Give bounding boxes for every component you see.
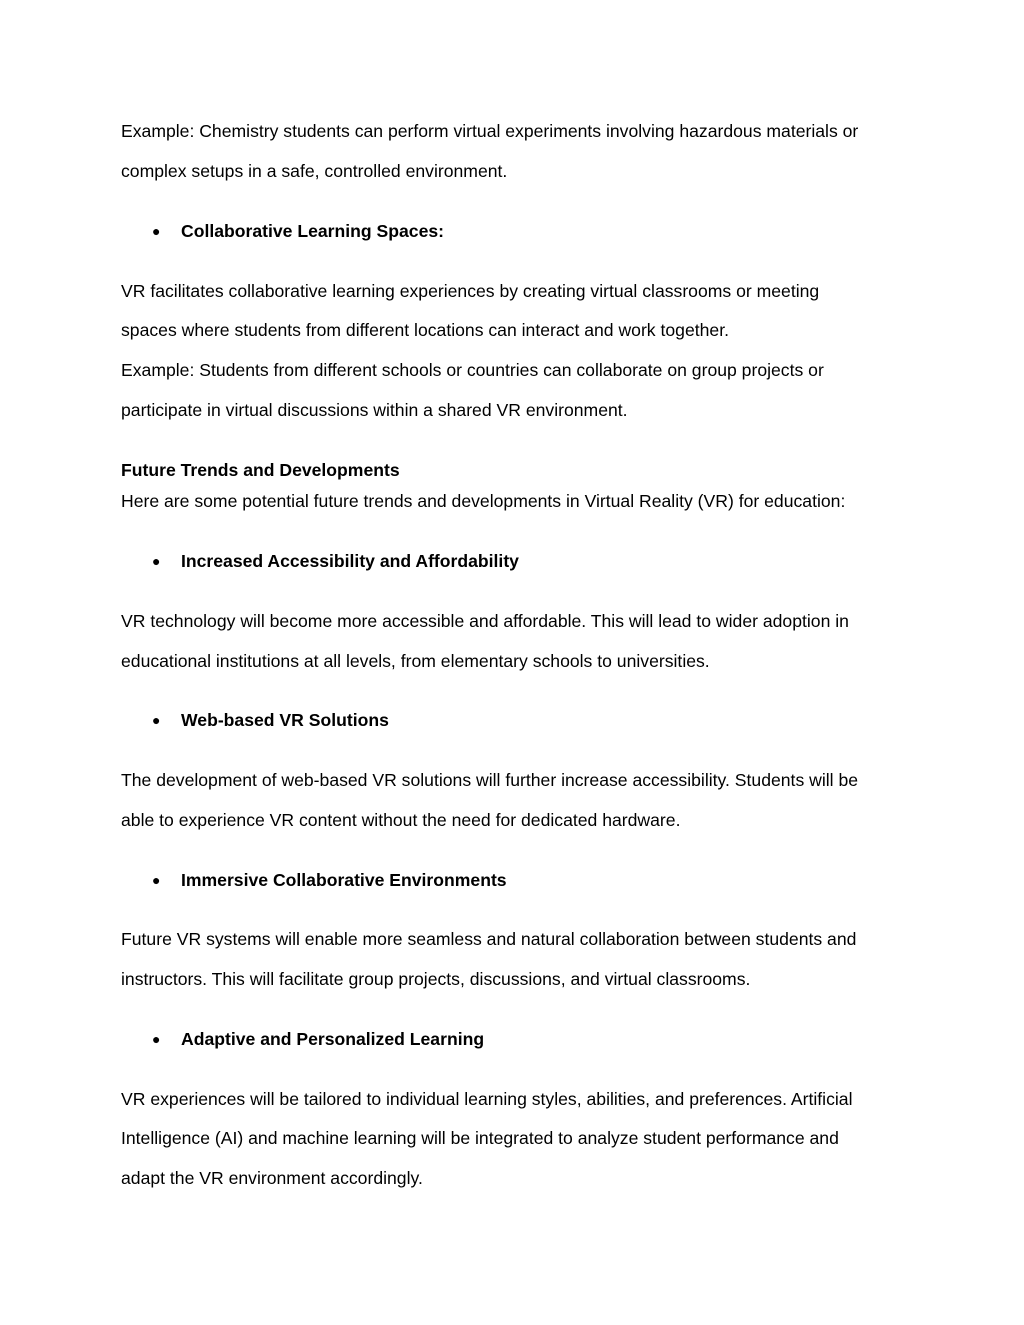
future-intro: Here are some potential future trends and developments in Virtual Reality (VR) for education: (121, 491, 846, 511)
trend-2-title: Web-based VR Solutions (181, 710, 389, 730)
trend-3-line-1: Future VR systems will enable more seamless and natural collaboration between students and (121, 929, 857, 949)
bullet-icon: ● (152, 1031, 161, 1047)
trend-4-line-1: VR experiences will be tailored to individual learning styles, abilities, and preferences. Artificial (121, 1089, 853, 1109)
trend-1-title: Increased Accessibility and Affordability (181, 551, 519, 571)
trend-2-line-2: able to experience VR content without the need for dedicated hardware. (121, 810, 681, 830)
bullet-icon: ● (152, 872, 161, 888)
collab-para-line-3: Example: Students from different schools or countries can collaborate on group projects or (121, 360, 824, 380)
future-heading: Future Trends and Developments (121, 460, 400, 480)
trend-4-line-2: Intelligence (AI) and machine learning will be integrated to analyze student performance and (121, 1128, 839, 1148)
trend-4-line-3: adapt the VR environment accordingly. (121, 1168, 423, 1188)
bullet-icon: ● (152, 223, 161, 239)
trend-3-line-2: instructors. This will facilitate group projects, discussions, and virtual classrooms. (121, 969, 751, 989)
collab-para-line-4: participate in virtual discussions within a shared VR environment. (121, 400, 628, 420)
trend-4-title: Adaptive and Personalized Learning (181, 1029, 485, 1049)
collab-para-line-2: spaces where students from different locations can interact and work together. (121, 320, 729, 340)
collab-para-line-1: VR facilitates collaborative learning experiences by creating virtual classrooms or meeting (121, 281, 820, 301)
trend-1-line-1: VR technology will become more accessible and affordable. This will lead to wider adoption in (121, 611, 849, 631)
collab-heading: Collaborative Learning Spaces: (181, 221, 445, 241)
trend-2-line-1: The development of web-based VR solutions will further increase accessibility. Students will be (121, 770, 859, 790)
trend-3-title: Immersive Collaborative Environments (181, 870, 507, 890)
trend-1-line-2: educational institutions at all levels, from elementary schools to universities. (121, 651, 710, 671)
example-line-1: Example: Chemistry students can perform virtual experiments involving hazardous materials or (121, 121, 859, 141)
bullet-icon: ● (152, 553, 161, 569)
bullet-icon: ● (152, 712, 161, 728)
example-line-2: complex setups in a safe, controlled environment. (121, 161, 508, 181)
